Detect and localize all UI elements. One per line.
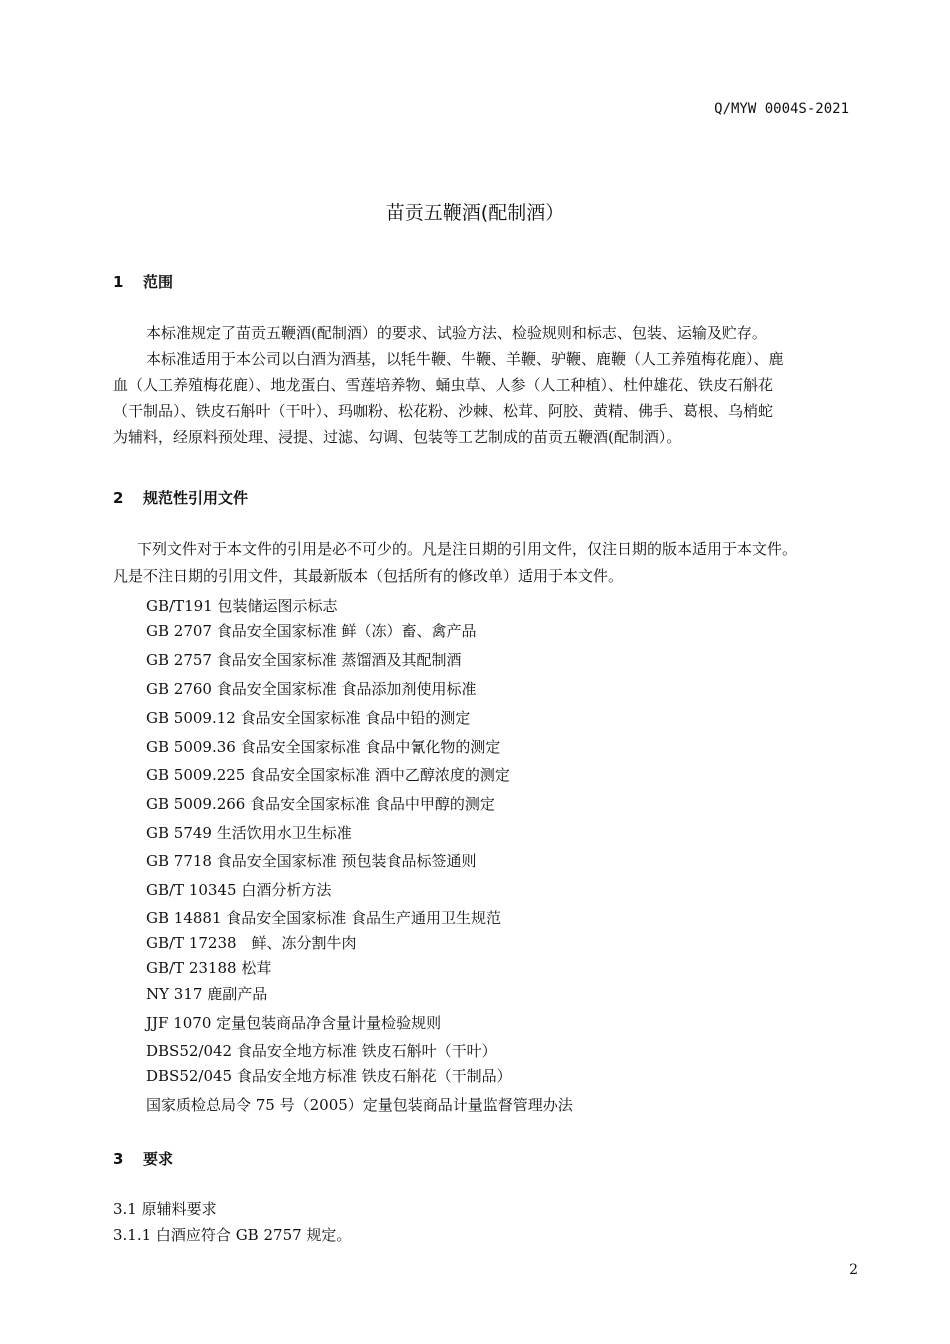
- reference-item: GB 5009.266 食品安全国家标准 食品中甲醇的测定: [146, 795, 495, 813]
- reference-item: GB 5749 生活饮用水卫生标准: [146, 824, 352, 842]
- reference-item: GB/T191 包装储运图示标志: [146, 597, 338, 615]
- normative-intro-line-2: 凡是不注日期的引用文件，其最新版本（包括所有的修改单）适用于本文件。: [113, 567, 624, 585]
- reference-item: DBS52/045 食品安全地方标准 铁皮石斛花（干制品）: [146, 1067, 512, 1085]
- reference-item: 国家质检总局令 75 号（2005）定量包装商品计量监督管理办法: [146, 1096, 573, 1114]
- reference-item: GB 14881 食品安全国家标准 食品生产通用卫生规范: [146, 909, 502, 927]
- section-heading-requirements: [113, 1148, 173, 1169]
- section-title: 要求: [143, 1150, 174, 1168]
- reference-item: GB 7718 食品安全国家标准 预包装食品标签通则: [146, 852, 477, 870]
- section-number: 3: [113, 1150, 124, 1168]
- page-number: 2: [849, 1262, 858, 1278]
- section-heading-normative-references: [113, 487, 248, 508]
- reference-item: GB/T 23188 松茸: [146, 959, 272, 977]
- section-title: 规范性引用文件: [143, 489, 249, 507]
- scope-paragraph-2-line-2: 血（人工养殖梅花鹿）、地龙蛋白、雪莲培养物、蛹虫草、人参（人工种植）、杜仲雄花、铁皮石斛花: [113, 376, 774, 394]
- reference-item: GB 2760 食品安全国家标准 食品添加剂使用标准: [146, 680, 477, 698]
- reference-item: GB 5009.12 食品安全国家标准 食品中铅的测定: [146, 709, 471, 727]
- scope-paragraph-2-line-3: （干制品）、铁皮石斛叶（干叶）、玛咖粉、松花粉、沙棘、松茸、阿胶、黄精、佛手、葛根、乌梢蛇: [113, 402, 774, 420]
- section-number: 1: [113, 273, 124, 291]
- reference-item: GB 5009.36 食品安全国家标准 食品中氰化物的测定: [146, 738, 501, 756]
- reference-item: GB 5009.225 食品安全国家标准 酒中乙醇浓度的测定: [146, 766, 510, 784]
- section-heading-scope: [113, 271, 173, 292]
- scope-paragraph-2-line-4: 为辅料，经原料预处理、浸提、过滤、勾调、包装等工艺制成的苗贡五鞭酒(配制酒）。: [113, 428, 682, 446]
- reference-item: GB/T 17238 鲜、冻分割牛肉: [146, 934, 357, 952]
- document-code: Q/MYW 0004S-2021: [714, 101, 849, 117]
- reference-item: NY 317 鹿副产品: [146, 985, 268, 1003]
- section-title: 范围: [143, 273, 174, 291]
- reference-item: GB/T 10345 白酒分析方法: [146, 881, 332, 899]
- reference-item: GB 2707 食品安全国家标准 鲜（冻）畜、禽产品: [146, 622, 477, 640]
- reference-item: JJF 1070 定量包装商品净含量计量检验规则: [146, 1014, 442, 1032]
- reference-item: GB 2757 食品安全国家标准 蒸馏酒及其配制酒: [146, 651, 462, 669]
- scope-paragraph-2-line-1: 本标准适用于本公司以白酒为酒基，以牦牛鞭、牛鞭、羊鞭、驴鞭、鹿鞭（人工养殖梅花鹿）、鹿: [146, 350, 784, 368]
- reference-item: DBS52/042 食品安全地方标准 铁皮石斛叶（干叶）: [146, 1042, 497, 1060]
- subsection-3-1-1: 3.1.1 白酒应符合 GB 2757 规定。: [113, 1226, 352, 1244]
- subsection-3-1: 3.1 原辅料要求: [113, 1200, 217, 1218]
- normative-intro-line-1: 下列文件对于本文件的引用是必不可少的。凡是注日期的引用文件，仅注日期的版本适用于本文件。: [137, 540, 798, 558]
- section-number: 2: [113, 489, 124, 507]
- scope-paragraph-1: 本标准规定了苗贡五鞭酒(配制酒）的要求、试验方法、检验规则和标志、包装、运输及贮存。: [146, 324, 767, 342]
- document-title: 苗贡五鞭酒(配制酒）: [385, 202, 565, 224]
